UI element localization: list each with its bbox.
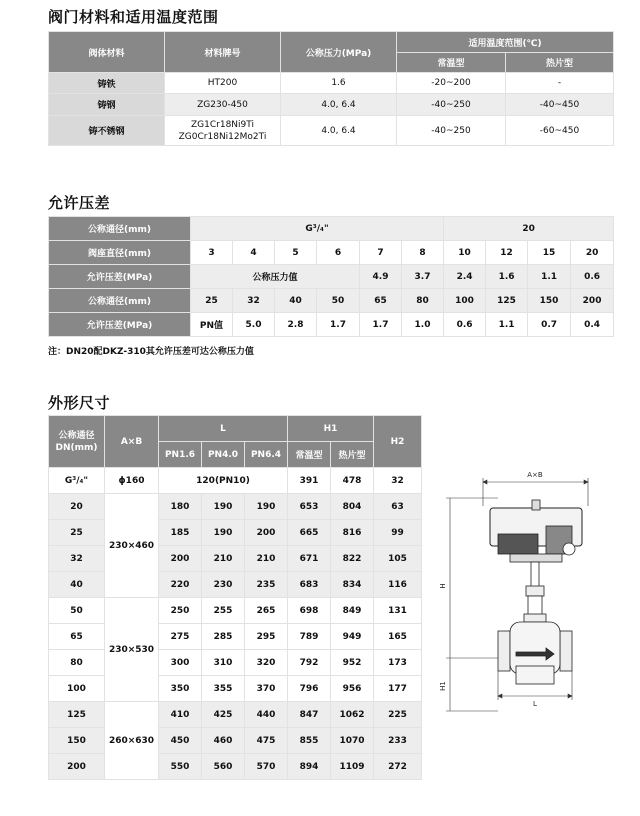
table-cell: 440 [245, 702, 288, 728]
table-cell: 956 [331, 676, 374, 702]
header-axb: A×B [105, 416, 159, 468]
row-label: 允许压差(MPa) [49, 313, 191, 337]
table-cell: 80 [402, 289, 444, 313]
row-dn: 25 [49, 520, 105, 546]
table-row-material: 铸不锈钢 [49, 116, 165, 146]
table-cell: -40~450 [506, 94, 614, 116]
table-cell: 822 [331, 546, 374, 572]
valve-stem [524, 562, 546, 622]
table-cell: -40~250 [397, 116, 506, 146]
g-row-normal: 391 [288, 468, 331, 494]
table-cell: 116 [374, 572, 422, 598]
table-cell: 0.4 [571, 313, 614, 337]
table-cell: 105 [374, 546, 422, 572]
header-pn16: PN1.6 [159, 442, 202, 468]
table-cell: ZG230-450 [165, 94, 281, 116]
table-cell: 99 [374, 520, 422, 546]
table-cell: 570 [245, 754, 288, 780]
header-body-material: 阀体材料 [49, 32, 165, 73]
valve-dimension-diagram [438, 466, 638, 726]
row-label: 允许压差(MPa) [49, 265, 191, 289]
table-cell: 698 [288, 598, 331, 624]
table-row [49, 494, 422, 520]
table-cell: 849 [331, 598, 374, 624]
table-cell: 8 [402, 241, 444, 265]
header-heat-sink: 热片型 [506, 53, 614, 73]
table-cell: 665 [288, 520, 331, 546]
diagram-axb-label: A×B [527, 471, 543, 479]
g-size-header: G³/₄" [191, 217, 444, 241]
row-dn: 40 [49, 572, 105, 598]
header-heat: 热片型 [331, 442, 374, 468]
table-cell: 460 [202, 728, 245, 754]
table-cell: 220 [159, 572, 202, 598]
table-cell: 425 [202, 702, 245, 728]
table-cell: PN值 [191, 313, 233, 337]
table-cell: 949 [331, 624, 374, 650]
table-cell: 177 [374, 676, 422, 702]
table-cell: 4 [233, 241, 275, 265]
table-cell: 180 [159, 494, 202, 520]
table-cell: 3 [191, 241, 233, 265]
table-cell: 5.0 [233, 313, 275, 337]
valve-body [498, 622, 572, 684]
table-cell: 32 [233, 289, 275, 313]
row-dn: 200 [49, 754, 105, 780]
row-dn: 32 [49, 546, 105, 572]
row-label: 公称通径(mm) [49, 217, 191, 241]
row-dn: 50 [49, 598, 105, 624]
table-cell: 25 [191, 289, 233, 313]
table-cell: 12 [486, 241, 528, 265]
table-cell: -40~250 [397, 94, 506, 116]
table-cell: 1.0 [402, 313, 444, 337]
table-cell: 10 [444, 241, 486, 265]
table-cell: 804 [331, 494, 374, 520]
table-cell: 200 [245, 520, 288, 546]
table-cell: 355 [202, 676, 245, 702]
table-cell: 4.0, 6.4 [281, 116, 397, 146]
table-cell: 0.6 [444, 313, 486, 337]
table-cell: 233 [374, 728, 422, 754]
table-cell: 190 [245, 494, 288, 520]
table-cell: ZG1Cr18Ni9Ti ZG0Cr18Ni12Mo2Ti [165, 116, 281, 146]
table-cell: 1062 [331, 702, 374, 728]
table-cell: 683 [288, 572, 331, 598]
table-cell: 1.7 [317, 313, 360, 337]
row-dn: 80 [49, 650, 105, 676]
table-cell: 125 [486, 289, 528, 313]
pressure-table [48, 216, 614, 337]
table-cell: 1.6 [281, 73, 397, 94]
row-label: 阀座直径(mm) [49, 241, 191, 265]
section-title-pressure: 允许压差 [48, 194, 111, 212]
table-cell: 550 [159, 754, 202, 780]
table-cell: 1.1 [528, 265, 571, 289]
table-cell: 1070 [331, 728, 374, 754]
table-cell: 3.7 [402, 265, 444, 289]
table-cell: 63 [374, 494, 422, 520]
row-dn: 125 [49, 702, 105, 728]
table-cell: 653 [288, 494, 331, 520]
table-cell: 131 [374, 598, 422, 624]
table-cell: 275 [159, 624, 202, 650]
table-cell: 100 [444, 289, 486, 313]
table-cell: 0.6 [571, 265, 614, 289]
table-cell: 952 [331, 650, 374, 676]
table-cell: 5 [275, 241, 317, 265]
table-row [49, 676, 422, 702]
table-cell: 1109 [331, 754, 374, 780]
table-cell: 410 [159, 702, 202, 728]
row-dn: 100 [49, 676, 105, 702]
table-cell: 370 [245, 676, 288, 702]
g-row-axb: ϕ160 [105, 468, 159, 494]
section-title-materials: 阀门材料和适用温度范围 [48, 8, 219, 26]
header-l: L [159, 416, 288, 442]
diagram-h-label: H [439, 583, 447, 589]
table-cell: 1.7 [360, 313, 402, 337]
table-row [49, 520, 422, 546]
dimensions-table [48, 415, 422, 780]
header-normal: 常温型 [288, 442, 331, 468]
span-cell: 公称压力值 [191, 265, 360, 289]
table-cell: 255 [202, 598, 245, 624]
table-cell: 4.9 [360, 265, 402, 289]
g-row-l: 120(PN10) [159, 468, 288, 494]
table-cell: 272 [374, 754, 422, 780]
table-cell: 65 [360, 289, 402, 313]
table-cell: 20 [571, 241, 614, 265]
dn20-header: 20 [444, 217, 614, 241]
table-row-material: 铸钢 [49, 94, 165, 116]
table-cell: 792 [288, 650, 331, 676]
header-nominal-pressure: 公称压力(MPa) [281, 32, 397, 73]
table-cell: 265 [245, 598, 288, 624]
table-cell: 2.4 [444, 265, 486, 289]
table-row [49, 702, 422, 728]
table-cell: 789 [288, 624, 331, 650]
table-cell: 165 [374, 624, 422, 650]
table-cell: 816 [331, 520, 374, 546]
table-cell: 190 [202, 520, 245, 546]
table-cell: -60~450 [506, 116, 614, 146]
table-cell: 350 [159, 676, 202, 702]
table-cell: 190 [202, 494, 245, 520]
table-cell: 6 [317, 241, 360, 265]
g-row-dn: G³/₄" [49, 468, 105, 494]
axb-group: 230×530 [105, 598, 159, 702]
table-cell: 847 [288, 702, 331, 728]
header-normal: 常温型 [397, 53, 506, 73]
materials-table [48, 31, 614, 146]
header-temp-range: 适用温度范围(℃) [397, 32, 614, 53]
table-cell: -20~200 [397, 73, 506, 94]
table-cell: 475 [245, 728, 288, 754]
table-cell: 310 [202, 650, 245, 676]
table-cell: 40 [275, 289, 317, 313]
section-title-dimensions: 外形尺寸 [48, 394, 111, 412]
table-cell: 225 [374, 702, 422, 728]
table-cell: 210 [245, 546, 288, 572]
header-pn40: PN4.0 [202, 442, 245, 468]
table-cell: 285 [202, 624, 245, 650]
table-row [49, 572, 422, 598]
table-cell: 200 [159, 546, 202, 572]
table-row [49, 650, 422, 676]
table-cell: 210 [202, 546, 245, 572]
table-cell: HT200 [165, 73, 281, 94]
table-row [49, 598, 422, 624]
table-row [49, 728, 422, 754]
table-cell: 4.0, 6.4 [281, 94, 397, 116]
table-cell: 894 [288, 754, 331, 780]
g-row-heat: 478 [331, 468, 374, 494]
table-cell: 320 [245, 650, 288, 676]
axb-group: 260×630 [105, 702, 159, 780]
table-row [49, 546, 422, 572]
table-row [49, 754, 422, 780]
table-cell: 50 [317, 289, 360, 313]
header-h2: H2 [374, 416, 422, 468]
table-cell: 250 [159, 598, 202, 624]
table-cell: 200 [571, 289, 614, 313]
table-cell: 7 [360, 241, 402, 265]
table-cell: 1.6 [486, 265, 528, 289]
g-row-h2: 32 [374, 468, 422, 494]
table-cell: 450 [159, 728, 202, 754]
table-cell: 300 [159, 650, 202, 676]
table-cell: 855 [288, 728, 331, 754]
axb-group: 230×460 [105, 494, 159, 598]
row-dn: 20 [49, 494, 105, 520]
table-cell: 671 [288, 546, 331, 572]
table-row-material: 铸铁 [49, 73, 165, 94]
table-cell: 560 [202, 754, 245, 780]
header-dn: 公称通径 DN(mm) [49, 416, 105, 468]
table-cell: 796 [288, 676, 331, 702]
table-cell: 1.1 [486, 313, 528, 337]
table-cell: 0.7 [528, 313, 571, 337]
table-row [49, 624, 422, 650]
table-cell: 150 [528, 289, 571, 313]
table-cell: 15 [528, 241, 571, 265]
table-cell: 2.8 [275, 313, 317, 337]
diagram-l-label: L [533, 700, 537, 708]
actuator [490, 500, 582, 562]
row-dn: 150 [49, 728, 105, 754]
header-pn64: PN6.4 [245, 442, 288, 468]
header-h1: H1 [288, 416, 374, 442]
table-cell: 230 [202, 572, 245, 598]
row-dn: 65 [49, 624, 105, 650]
diagram-h1-label: H1 [439, 681, 447, 691]
table-cell: 173 [374, 650, 422, 676]
header-material-grade: 材料牌号 [165, 32, 281, 73]
table-cell: - [506, 73, 614, 94]
table-cell: 185 [159, 520, 202, 546]
table-cell: 834 [331, 572, 374, 598]
pressure-note: 注：DN20配DKZ-310其允许压差可达公称压力值 [48, 347, 254, 357]
table-cell: 235 [245, 572, 288, 598]
row-label: 公称通径(mm) [49, 289, 191, 313]
table-cell: 295 [245, 624, 288, 650]
